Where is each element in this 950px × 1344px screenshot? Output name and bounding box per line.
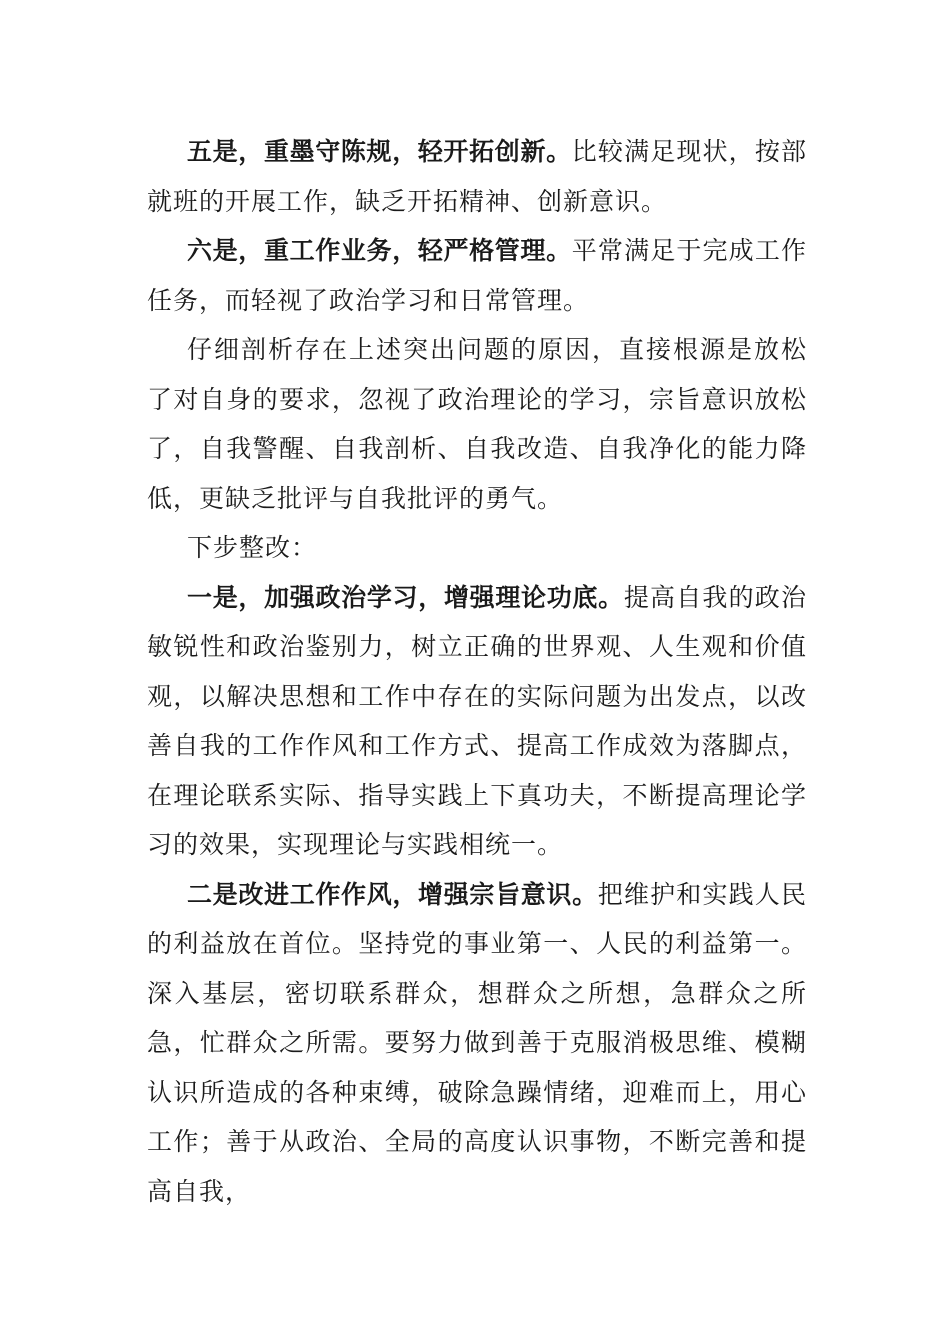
paragraph-text: 比较满足现状，按部就班的开展工作，缺乏开拓精神、创新意识。 bbox=[147, 137, 807, 216]
paragraph-next-steps-title bbox=[147, 523, 807, 573]
paragraph-heading: 五是，重墨守陈规，轻开拓创新。 bbox=[187, 137, 572, 166]
paragraph-text: 把维护和实践人民的利益放在首位。坚持党的事业第一、人民的利益第一。深入基层，密切联系群众，想群众之所想，急群众之所急，忙群众之所需。要努力做到善于克服消极思维、模糊认识所造成的各种束缚，破除急躁情绪，迎难而上，用心工作；善于从政治、全局的高度认识事物，不断完善和提高自我， bbox=[147, 879, 807, 1206]
paragraph-cause-analysis bbox=[147, 325, 807, 523]
paragraph-5 bbox=[147, 127, 807, 226]
paragraph-rectify-2 bbox=[147, 870, 807, 1217]
paragraph-rectify-1 bbox=[147, 573, 807, 870]
paragraph-heading: 二是改进工作作风，增强宗旨意识。 bbox=[187, 879, 598, 909]
paragraph-heading: 六是，重工作业务，轻严格管理。 bbox=[187, 236, 572, 265]
paragraph-text: 平常满足于完成工作任务，而轻视了政治学习和日常管理。 bbox=[147, 236, 807, 315]
paragraph-text: 下步整改： bbox=[187, 533, 318, 562]
paragraph-text: 仔细剖析存在上述突出问题的原因，直接根源是放松了对自身的要求，忽视了政治理论的学习，宗旨意识放松了，自我警醒、自我剖析、自我改造、自我净化的能力降低，更缺乏批评与自我批评的勇气。 bbox=[147, 335, 807, 513]
paragraph-heading: 一是，加强政治学习，增强理论功底。 bbox=[187, 582, 624, 612]
paragraph-6 bbox=[147, 226, 807, 325]
paragraph-text: 提高自我的政治敏锐性和政治鉴别力，树立正确的世界观、人生观和价值观，以解决思想和工作中存在的实际问题为出发点，以改善自我的工作作风和工作方式、提高工作成效为落脚点，在理论联系实际、指导实践上下真功夫，不断提高理论学习的效果，实现理论与实践相统一。 bbox=[147, 582, 807, 859]
document-body bbox=[147, 127, 807, 1216]
